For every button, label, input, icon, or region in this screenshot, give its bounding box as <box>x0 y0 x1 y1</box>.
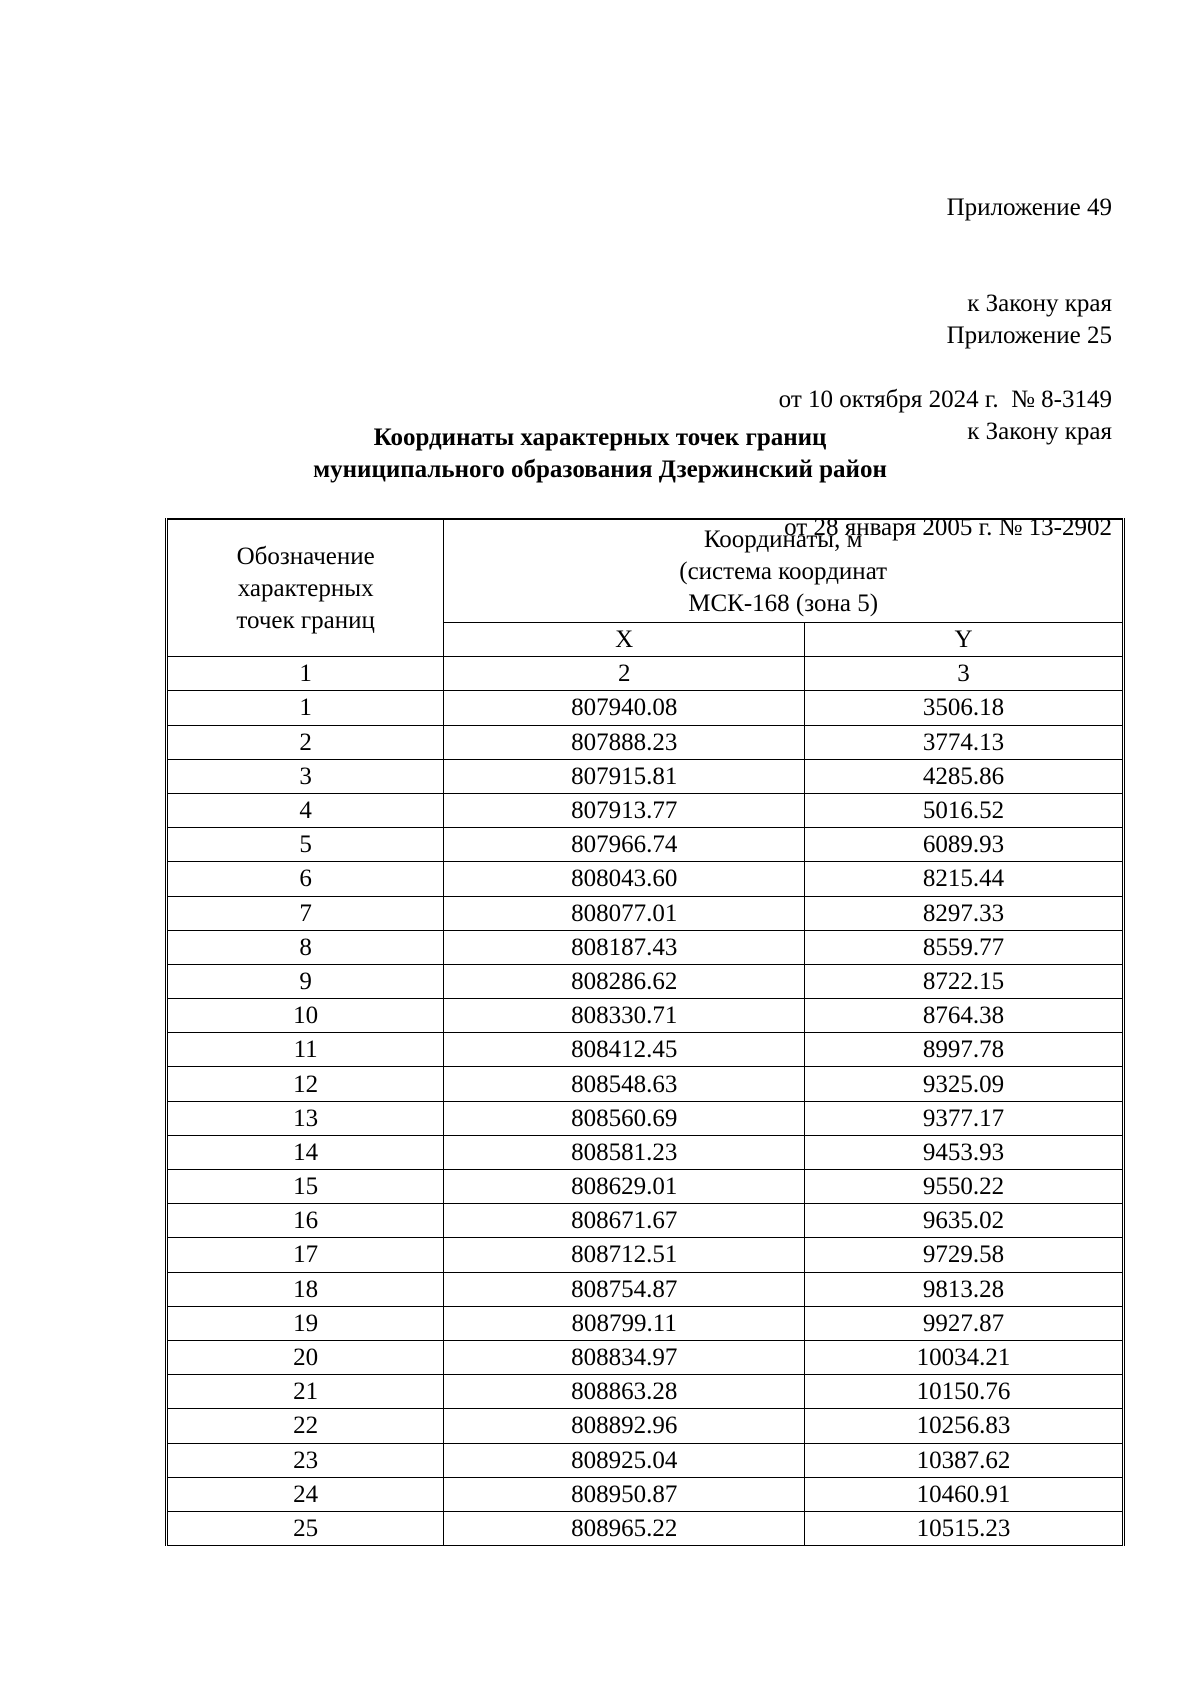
table-row <box>167 896 1124 930</box>
x-coordinate-cell: 808712.51 <box>444 1238 805 1272</box>
table-row <box>167 1170 1124 1204</box>
table-row <box>167 691 1124 725</box>
y-coordinate-cell: 8559.77 <box>805 930 1124 964</box>
x-coordinate-cell: 807915.81 <box>444 759 805 793</box>
point-number-cell: 3 <box>167 759 444 793</box>
x-coordinate-cell: 808965.22 <box>444 1511 805 1545</box>
y-coordinate-cell: 9635.02 <box>805 1204 1124 1238</box>
x-coordinate-cell: 808754.87 <box>444 1272 805 1306</box>
point-number-cell: 14 <box>167 1135 444 1169</box>
x-coordinate-cell: 808671.67 <box>444 1204 805 1238</box>
x-coordinate-cell: 808187.43 <box>444 930 805 964</box>
appendix-date: от 10 октября 2024 г. № 8-3149 <box>778 386 1112 413</box>
column-number: 1 <box>167 657 444 691</box>
table-row <box>167 1306 1124 1340</box>
point-number-cell: 13 <box>167 1101 444 1135</box>
table-row <box>167 725 1124 759</box>
point-number-cell: 16 <box>167 1204 444 1238</box>
table-row <box>167 1272 1124 1306</box>
y-coordinate-cell: 9453.93 <box>805 1135 1124 1169</box>
point-number-cell: 21 <box>167 1375 444 1409</box>
header-coordinates: Координаты, м (система координат МСК-168 (зона 5) <box>444 519 1124 623</box>
point-number-cell: 23 <box>167 1443 444 1477</box>
y-coordinate-cell: 3774.13 <box>805 725 1124 759</box>
header-y: Y <box>805 623 1124 657</box>
y-coordinate-cell: 10515.23 <box>805 1511 1124 1545</box>
x-coordinate-cell: 808286.62 <box>444 964 805 998</box>
point-number-cell: 10 <box>167 999 444 1033</box>
x-coordinate-cell: 808892.96 <box>444 1409 805 1443</box>
x-coordinate-cell: 808560.69 <box>444 1101 805 1135</box>
y-coordinate-cell: 8297.33 <box>805 896 1124 930</box>
table-row <box>167 1477 1124 1511</box>
point-number-cell: 9 <box>167 964 444 998</box>
appendix-date: от 28 января 2005 г. № 13-2902 <box>784 514 1112 541</box>
y-coordinate-cell: 9550.22 <box>805 1170 1124 1204</box>
appendix-law: к Закону края <box>967 418 1112 445</box>
table-row <box>167 1067 1124 1101</box>
y-coordinate-cell: 5016.52 <box>805 793 1124 827</box>
y-coordinate-cell: 6089.93 <box>805 828 1124 862</box>
table-row <box>167 828 1124 862</box>
appendix-law: к Закону края <box>967 290 1112 317</box>
point-number-cell: 24 <box>167 1477 444 1511</box>
x-coordinate-cell: 808950.87 <box>444 1477 805 1511</box>
x-coordinate-cell: 807966.74 <box>444 828 805 862</box>
x-coordinate-cell: 807888.23 <box>444 725 805 759</box>
point-number-cell: 1 <box>167 691 444 725</box>
title-line-2: муниципального образования Дзержинский район <box>313 456 887 483</box>
y-coordinate-cell: 10460.91 <box>805 1477 1124 1511</box>
y-coordinate-cell: 8764.38 <box>805 999 1124 1033</box>
y-coordinate-cell: 4285.86 <box>805 759 1124 793</box>
y-coordinate-cell: 10150.76 <box>805 1375 1124 1409</box>
table-row <box>167 862 1124 896</box>
point-number-cell: 17 <box>167 1238 444 1272</box>
y-coordinate-cell: 9325.09 <box>805 1067 1124 1101</box>
x-coordinate-cell: 807913.77 <box>444 793 805 827</box>
y-coordinate-cell: 9813.28 <box>805 1272 1124 1306</box>
document-title <box>0 422 1200 486</box>
y-coordinate-cell: 10034.21 <box>805 1340 1124 1374</box>
point-number-cell: 22 <box>167 1409 444 1443</box>
header-x: X <box>444 623 805 657</box>
x-coordinate-cell: 808077.01 <box>444 896 805 930</box>
table-row <box>167 1443 1124 1477</box>
y-coordinate-cell: 10387.62 <box>805 1443 1124 1477</box>
table-row <box>167 1375 1124 1409</box>
y-coordinate-cell: 8722.15 <box>805 964 1124 998</box>
point-number-cell: 25 <box>167 1511 444 1545</box>
point-number-cell: 8 <box>167 930 444 964</box>
point-number-cell: 4 <box>167 793 444 827</box>
table-row <box>167 1033 1124 1067</box>
header-point-designation: Обозначение характерных точек границ <box>167 519 444 657</box>
point-number-cell: 11 <box>167 1033 444 1067</box>
y-coordinate-cell: 8997.78 <box>805 1033 1124 1067</box>
x-coordinate-cell: 808330.71 <box>444 999 805 1033</box>
x-coordinate-cell: 808925.04 <box>444 1443 805 1477</box>
table-row <box>167 1511 1124 1545</box>
table-row <box>167 759 1124 793</box>
column-number: 3 <box>805 657 1124 691</box>
coordinates-table <box>165 518 1125 1546</box>
y-coordinate-cell: 9377.17 <box>805 1101 1124 1135</box>
y-coordinate-cell: 8215.44 <box>805 862 1124 896</box>
x-coordinate-cell: 808629.01 <box>444 1170 805 1204</box>
x-coordinate-cell: 808412.45 <box>444 1033 805 1067</box>
point-number-cell: 15 <box>167 1170 444 1204</box>
x-coordinate-cell: 808581.23 <box>444 1135 805 1169</box>
point-number-cell: 19 <box>167 1306 444 1340</box>
x-coordinate-cell: 807940.08 <box>444 691 805 725</box>
table-row <box>167 964 1124 998</box>
x-coordinate-cell: 808834.97 <box>444 1340 805 1374</box>
x-coordinate-cell: 808863.28 <box>444 1375 805 1409</box>
y-coordinate-cell: 9729.58 <box>805 1238 1124 1272</box>
point-number-cell: 18 <box>167 1272 444 1306</box>
table-row <box>167 1101 1124 1135</box>
y-coordinate-cell: 9927.87 <box>805 1306 1124 1340</box>
point-number-cell: 2 <box>167 725 444 759</box>
table-row <box>167 793 1124 827</box>
y-coordinate-cell: 3506.18 <box>805 691 1124 725</box>
table-row <box>167 1135 1124 1169</box>
table-row <box>167 1204 1124 1238</box>
table-row <box>167 999 1124 1033</box>
point-number-cell: 12 <box>167 1067 444 1101</box>
x-coordinate-cell: 808548.63 <box>444 1067 805 1101</box>
table-row <box>167 1238 1124 1272</box>
point-number-cell: 6 <box>167 862 444 896</box>
point-number-cell: 7 <box>167 896 444 930</box>
point-number-cell: 20 <box>167 1340 444 1374</box>
table-row <box>167 1340 1124 1374</box>
title-line-1: Координаты характерных точек границ <box>373 424 827 451</box>
table-row <box>167 930 1124 964</box>
point-number-cell: 5 <box>167 828 444 862</box>
appendix-number: Приложение 25 <box>946 322 1112 349</box>
x-coordinate-cell: 808043.60 <box>444 862 805 896</box>
appendix-number: Приложение 49 <box>946 194 1112 221</box>
x-coordinate-cell: 808799.11 <box>444 1306 805 1340</box>
y-coordinate-cell: 10256.83 <box>805 1409 1124 1443</box>
table-row <box>167 1409 1124 1443</box>
column-number: 2 <box>444 657 805 691</box>
